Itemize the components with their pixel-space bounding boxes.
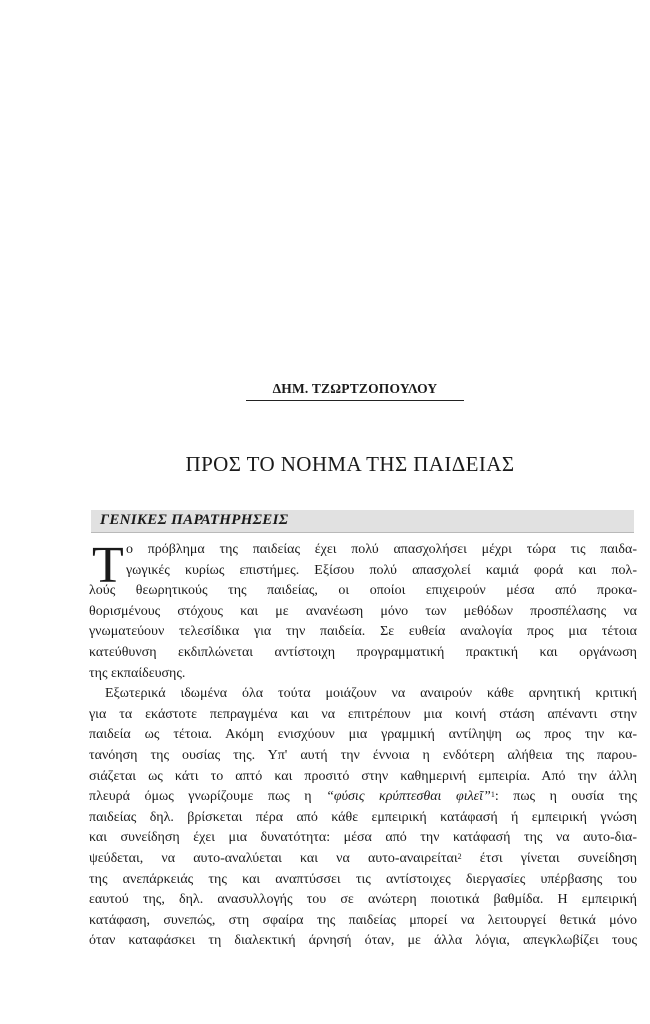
paragraph-1-line: γωγικές κυρίως επιστήμες. Εξίσου πολύ απασχολεί καμιά φορά και πολ- — [126, 562, 637, 578]
paragraph-2-line: της ανεπάρκειάς της και αναπτύσσει τις αντίστοιχες διεργασίες υπέρβασης του — [89, 871, 637, 887]
paragraph-1-line: λούς θεωρητικούς της παιδείας, οι οποίοι επιχειρούν μέσα από προκα- — [89, 583, 637, 599]
author-name: ΔΗΜ. ΤΖΩΡΤΖΟΠΟΥΛΟΥ — [272, 381, 438, 396]
paragraph-2-line: εαυτού της, δηλ. ανασυλλογής του σε ανώτερη ποιοτικά βαθμίδα. Η εμπειρική — [89, 892, 637, 908]
paragraph-1-line: ο πρόβλημα της παιδείας έχει πολύ απασχολήσει μέχρι τώρα τις παιδα- — [126, 542, 637, 557]
paragraph-1-line: θορισμένους στόχους και με ανανέωση μόνο των μεθόδων προσπέλασης να — [89, 603, 637, 619]
line-text: πλευρά όμως γνωρίζουμε πως η — [89, 789, 327, 805]
paragraph-2-line: για τα εκάστοτε πεπραγμένα και να επιτρέπουν μια κοινή στάση απέναντι στην — [89, 706, 637, 722]
paragraph-2-line: και συνείδηση έχει μια δυνατότητα: μέσα από την κατάφασή της να αυτο-δια- — [89, 830, 637, 846]
paragraph-2-line-with-footnote — [89, 849, 637, 870]
paragraph-2-line: όταν καταφάσκει τη διαλεκτική άρνησή όταν, με άλλα λόγια, απεγκλωβίζει τους — [89, 933, 637, 949]
paragraph-1-line: κατεύθυνση εκδιπλώνεται αντίστοιχη προγραμματική πρακτική και οργάνωση — [89, 644, 637, 660]
paragraph-2-line: παιδεία ως τέτοια. Ακόμη ενισχύουν μια γραμμική αντίληψη ως προς την κα- — [89, 727, 637, 743]
section-heading: ΓΕΝΙΚΕΣ ΠΑΡΑΤΗΡΗΣΕΙΣ — [100, 512, 289, 528]
author-underline — [246, 400, 464, 401]
body-text — [89, 537, 638, 952]
paragraph-1-line: της εκπαίδευσης. — [89, 665, 186, 681]
article-title: ΠΡΟΣ ΤΟ ΝΟΗΜΑ ΤΗΣ ΠΑΙΔΕΙΑΣ — [185, 452, 515, 476]
paragraph-2-line-with-quote — [89, 787, 637, 808]
paragraph-2-line: παιδείας δηλ. βρίσκεται πέρα από κάθε εμπειρική κατάφασή ή εμπειρική γνώση — [89, 809, 637, 825]
line-text: : πως η ουσία της — [494, 789, 638, 805]
drop-cap-letter: Τ — [92, 537, 124, 594]
paragraph-2-line: κατάφαση, συνεπώς, στη σφαίρα της παιδείας μπορεί να λειτουργεί θετικά μόνο — [89, 912, 637, 928]
footnote-marker: 2 — [457, 851, 462, 861]
paragraph-1-line: γνωματεύουν τελεσίδικα για την παιδεία. Σε ευθεία αναλογία προς μια τέτοια — [89, 624, 637, 640]
paragraph-2-line: Εξωτερικά ιδωμένα όλα τούτα μοιάζουν να αναιρούν κάθε αρνητική κριτική — [105, 686, 637, 702]
footnote-marker: 1 — [490, 790, 495, 800]
greek-quote: “φύσις κρύπτεσθαι φιλεῖ” — [326, 789, 491, 805]
paragraph-2-line: σιάζεται ως κάτι το απτό και προσιτό στην καθημερινή εμπειρία. Από την άλλη — [89, 768, 637, 784]
line-text: ψεύδεται, να αυτο-αναλύεται και να αυτο-αναιρείται — [89, 850, 458, 866]
paragraph-2-line: τανόηση της ουσίας της. Υπ' αυτή την έννοια η ενδότερη αλήθεια της παρου- — [89, 747, 637, 763]
line-text: έτσι γίνεται συνείδηση — [461, 850, 637, 866]
